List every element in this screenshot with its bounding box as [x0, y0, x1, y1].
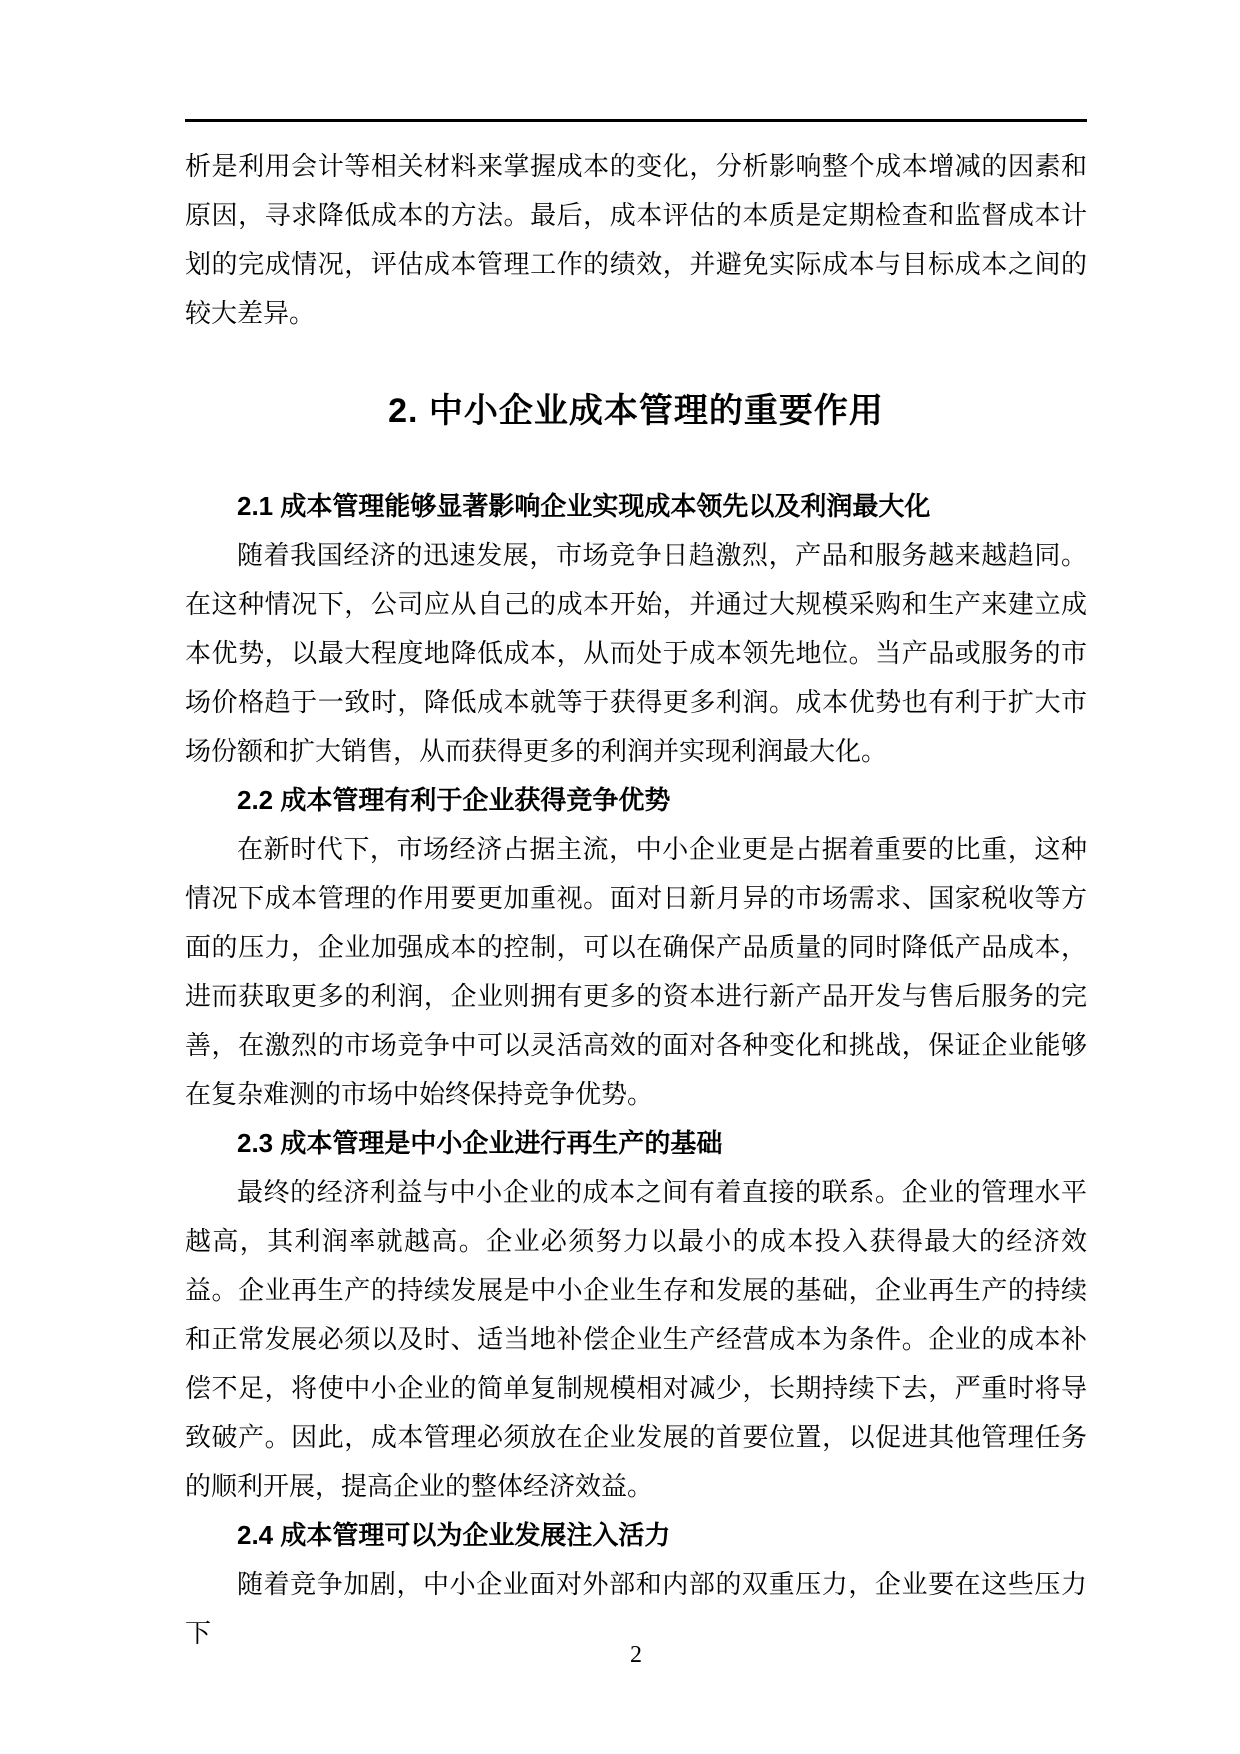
section-paragraph-2-2: 在新时代下，市场经济占据主流，中小企业更是占据着重要的比重，这种情况下成本管理的作用要更加重视。面对日新月异的市场需求、国家税收等方面的压力，企业加强成本的控制，可以在确保产品质量的同时降低产品成本，进而获取更多的利润，企业则拥有更多的资本进行新产品开发与售后服务的完善，在激烈的市场竞争中可以灵活高效的面对各种变化和挑战，保证企业能够在复杂难测的市场中始终保持竞争优势。 [185, 835, 1087, 1109]
main-heading: 2. 中小企业成本管理的重要作用 [388, 392, 884, 430]
page-number: 2 [630, 1642, 642, 1668]
section-paragraph-2-3: 最终的经济利益与中小企业的成本之间有着直接的联系。企业的管理水平越高，其利润率就越高。企业必须努力以最小的成本投入获得最大的经济效益。企业再生产的持续发展是中小企业生存和发展的基础，企业再生产的持续和正常发展必须以及时、适当地补偿企业生产经营成本为条件。企业的成本补偿不足，将使中小企业的简单复制规模相对减少，长期持续下去，严重时将导致破产。因此，成本管理必须放在企业发展的首要位置，以促进其他管理任务的顺利开展，提高企业的整体经济效益。 [185, 1178, 1087, 1501]
intro-paragraph: 析是利用会计等相关材料来掌握成本的变化，分析影响整个成本增减的因素和原因，寻求降低成本的方法。最后，成本评估的本质是定期检查和监督成本计划的完成情况，评估成本管理工作的绩效，并避免实际成本与目标成本之间的较大差异。 [185, 152, 1087, 328]
section-heading-2-2: 2.2 成本管理有利于企业获得竞争优势 [237, 785, 671, 815]
header-rule [185, 119, 1087, 122]
section-paragraph-2-1: 随着我国经济的迅速发展，市场竞争日趋激烈，产品和服务越来越趋同。在这种情况下，公司应从自己的成本开始，并通过大规模采购和生产来建立成本优势，以最大程度地降低成本，从而处于成本领先地位。当产品或服务的市场价格趋于一致时，降低成本就等于获得更多利润。成本优势也有利于扩大市场份额和扩大销售，从而获得更多的利润并实现利润最大化。 [185, 541, 1087, 766]
section-heading-2-4: 2.4 成本管理可以为企业发展注入活力 [237, 1520, 671, 1550]
section-heading-2-3: 2.3 成本管理是中小企业进行再生产的基础 [237, 1128, 723, 1158]
section-heading-2-1: 2.1 成本管理能够显著影响企业实现成本领先以及利润最大化 [237, 491, 931, 521]
section-paragraph-2-4: 随着竞争加剧，中小企业面对外部和内部的双重压力，企业要在这些压力下 [185, 1570, 1087, 1648]
